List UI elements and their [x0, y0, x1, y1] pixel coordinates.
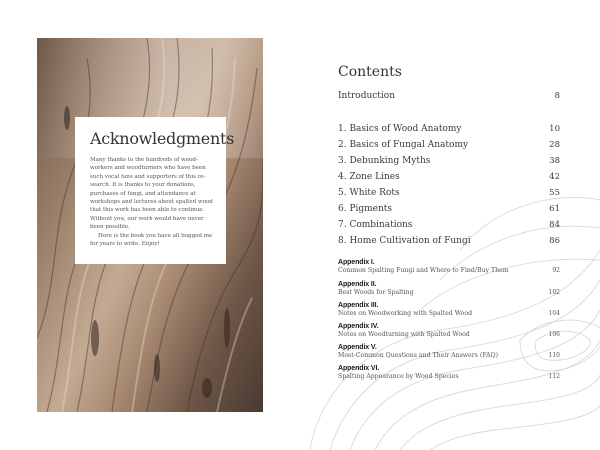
toc-chapter-1[interactable] — [338, 122, 560, 136]
appendix-title: Spalting Appearance by Wood Species — [338, 373, 459, 380]
ack-line: search. It is thanks to your donations, — [90, 182, 196, 189]
appendix-title: Best Woods for Spalting — [338, 289, 414, 296]
ack-line: such vocal fans and supporters of this re- — [90, 173, 206, 180]
toc-appendix-4[interactable] — [338, 323, 560, 339]
appendix-label: Appendix II. — [338, 281, 377, 288]
appendix-label: Appendix I. — [338, 259, 375, 266]
appendix-label: Appendix III. — [338, 302, 379, 309]
toc-chapter-8[interactable] — [338, 234, 560, 248]
toc-chapter-5[interactable] — [338, 186, 560, 200]
toc-page-number: 84 — [549, 220, 560, 230]
ack-line: Without you, our work would have never — [90, 215, 204, 222]
toc-page-number: 28 — [549, 140, 560, 150]
toc-page-number: 110 — [548, 352, 560, 359]
toc-appendix-1[interactable] — [338, 259, 560, 275]
acknowledgments-body — [90, 156, 217, 248]
toc-appendix-3[interactable] — [338, 302, 560, 318]
toc-page-number: 112 — [548, 373, 560, 380]
toc-chapter-2[interactable] — [338, 138, 560, 152]
toc-entry-label: 3. Debunking Myths — [338, 156, 431, 166]
toc-page-number: 42 — [549, 172, 560, 182]
toc-appendix-6[interactable] — [338, 365, 560, 381]
appendix-label: Appendix VI. — [338, 365, 380, 372]
ack-line: that this work has been able to continue. — [90, 207, 205, 214]
toc-chapter-7[interactable] — [338, 218, 560, 232]
toc-appendix-5[interactable] — [338, 344, 560, 360]
toc-page-number: 10 — [549, 124, 560, 134]
toc-appendix-2[interactable] — [338, 281, 560, 297]
toc-page-number: 106 — [548, 331, 560, 338]
contents-title: Contents — [338, 64, 402, 80]
toc-entry-label: 8. Home Cultivation of Fungi — [338, 236, 471, 246]
ack-line: purchases of fungi, and attendance at — [90, 190, 196, 197]
toc-page-number: 38 — [549, 156, 560, 166]
toc-entry-label: 1. Basics of Wood Anatomy — [338, 124, 462, 134]
toc-page-number: 104 — [548, 310, 560, 317]
toc-entry-label: Introduction — [338, 91, 395, 101]
ack-line: Here is the book you have all bugged me — [98, 232, 213, 239]
toc-page-number: 86 — [549, 236, 560, 246]
toc-page-number: 61 — [549, 204, 560, 214]
toc-entry-label: 7. Combinations — [338, 220, 413, 230]
appendix-label: Appendix V. — [338, 344, 377, 351]
toc-entry-label: 6. Pigments — [338, 204, 393, 214]
appendix-title: Common Spalting Fungi and Where to Find/Buy Them — [338, 267, 509, 274]
toc-page-number: 102 — [548, 289, 560, 296]
toc-chapter-6[interactable] — [338, 202, 560, 216]
ack-line: been possible. — [90, 224, 130, 231]
toc-page-number: 92 — [552, 267, 560, 274]
acknowledgments-box — [75, 117, 235, 264]
toc-entry-label: 4. Zone Lines — [338, 172, 400, 182]
ack-line: for years to write. Enjoy! — [90, 241, 160, 248]
appendix-title: Notes on Woodturning with Spalted Wood — [338, 331, 470, 338]
toc-chapter-4[interactable] — [338, 170, 560, 184]
appendix-label: Appendix IV. — [338, 323, 379, 330]
toc-entry-label: 2. Basics of Fungal Anatomy — [338, 140, 469, 150]
acknowledgments-title: Acknowledgments — [90, 129, 235, 148]
toc-page-number: 55 — [549, 188, 560, 198]
toc-page-number: 8 — [554, 91, 560, 101]
ack-line: Many thanks to the hundreds of wood- — [90, 157, 198, 163]
toc-entry-label: 5. White Rots — [338, 188, 400, 198]
toc-introduction[interactable] — [338, 89, 560, 103]
ack-line: workers and woodturners who have been — [90, 165, 206, 172]
appendix-title: Notes on Woodworking with Spalted Wood — [338, 310, 473, 317]
ack-line: workshops and lectures about spalted wood — [90, 199, 213, 206]
appendix-title: Most-Common Questions and Their Answers (FAQ) — [338, 352, 498, 359]
toc-chapter-3[interactable] — [338, 154, 560, 168]
